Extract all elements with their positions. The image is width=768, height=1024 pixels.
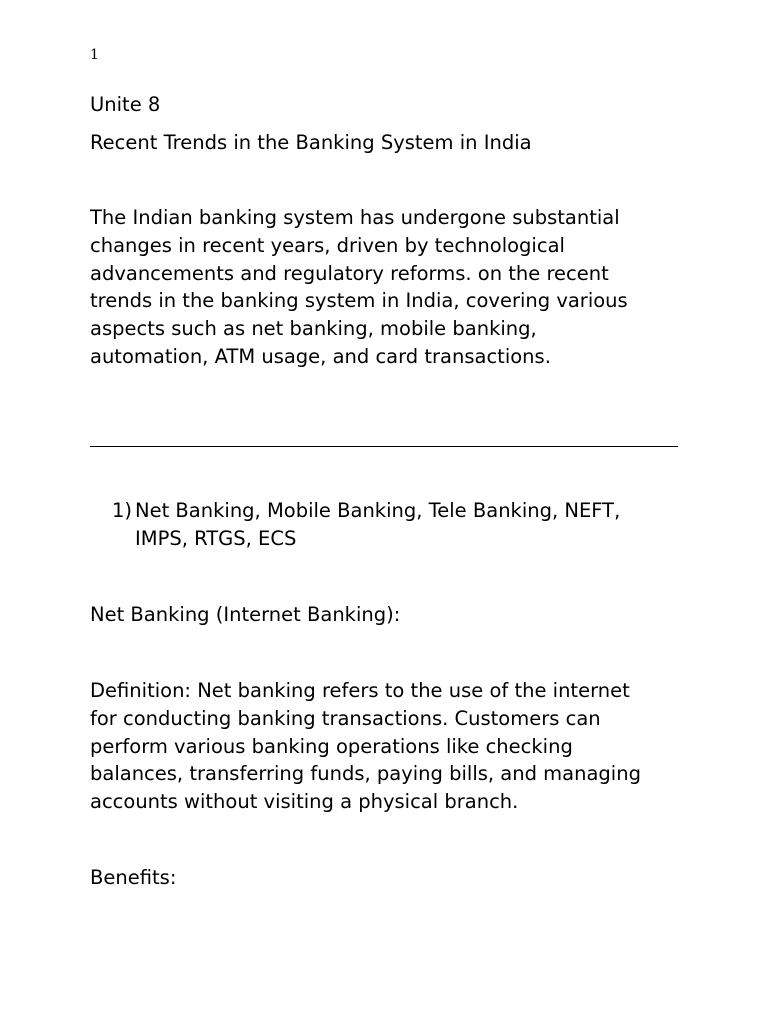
intro-line: advancements and regulatory reforms. on the recent — [90, 261, 609, 285]
definition-line: for conducting banking transactions. Customers can — [90, 706, 601, 730]
list-item-line: IMPS, RTGS, ECS — [135, 527, 297, 550]
intro-line: The Indian banking system has undergone substantial — [90, 206, 620, 229]
chapter-title: Recent Trends in the Banking System in India — [90, 131, 532, 154]
net-banking-heading: Net Banking (Internet Banking): — [90, 603, 401, 626]
unit-title: Unite 8 — [90, 93, 161, 116]
list-item-text — [135, 497, 675, 553]
definition-line: Definition: Net banking refers to the use of the internet — [90, 679, 630, 702]
intro-line: aspects such as net banking, mobile banking, — [90, 317, 537, 341]
intro-line: trends in the banking system in India, covering various — [90, 289, 628, 313]
definition-paragraph — [90, 677, 670, 816]
benefits-heading: Benefits: — [90, 866, 177, 889]
list-item-number: 1) — [112, 499, 133, 522]
intro-paragraph — [90, 204, 670, 371]
definition-line: accounts without visiting a physical branch. — [90, 790, 519, 814]
list-item-line: Net Banking, Mobile Banking, Tele Banking, NEFT, — [135, 499, 621, 522]
horizontal-divider — [90, 446, 678, 447]
intro-line: changes in recent years, driven by technological — [90, 233, 565, 257]
definition-line: perform various banking operations like checking — [90, 734, 573, 758]
definition-line: balances, transferring funds, paying bills, and managing — [90, 762, 641, 786]
page-number: 1 — [90, 47, 99, 63]
intro-line: automation, ATM usage, and card transactions. — [90, 344, 551, 368]
